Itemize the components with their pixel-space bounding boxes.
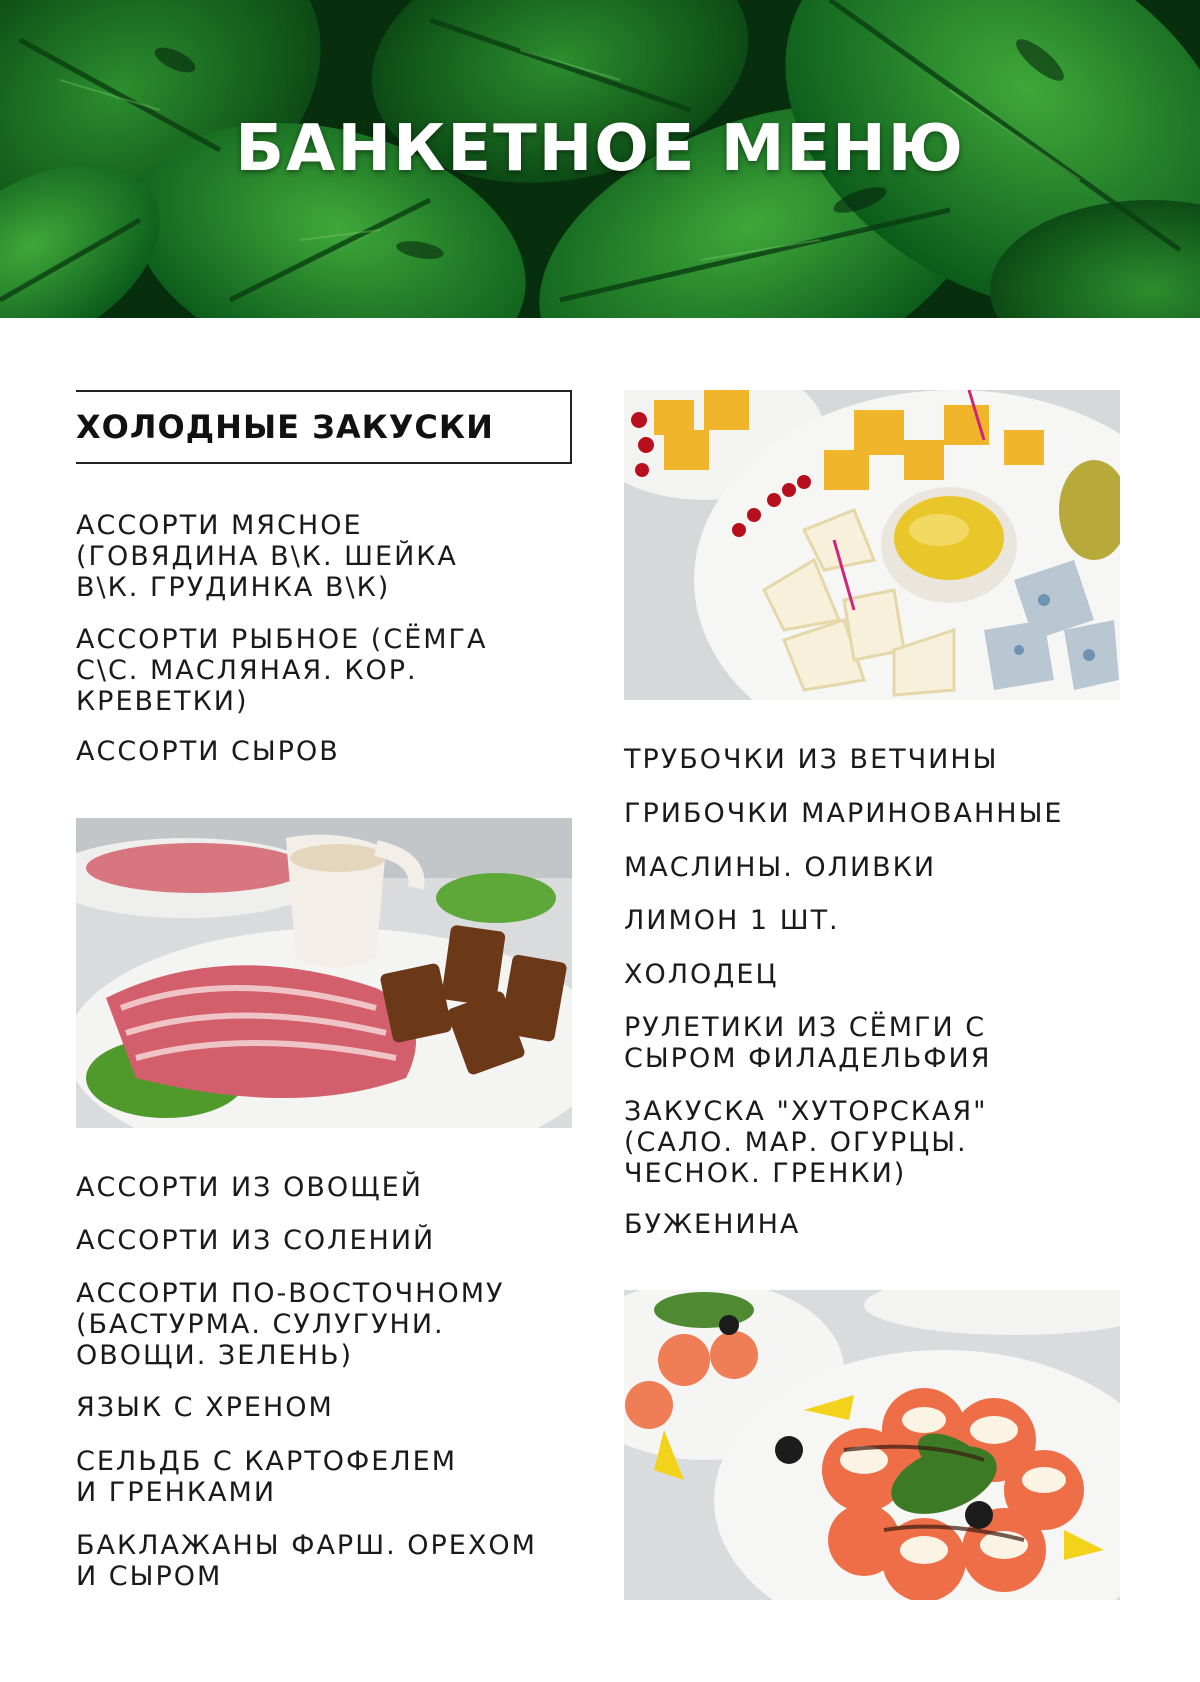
cheese-platter-photo — [624, 390, 1120, 700]
menu-item: БУЖЕНИНА — [624, 1209, 801, 1240]
menu-item: ЯЗЫК С ХРЕНОМ — [76, 1392, 334, 1423]
menu-item: АССОРТИ РЫБНОЕ (СЁМГА С\С. МАСЛЯНАЯ. КОР. КРЕВЕТКИ) — [76, 624, 488, 717]
meat-platter-photo — [76, 818, 572, 1128]
menu-item: АССОРТИ ПО-ВОСТОЧНОМУ (БАСТУРМА. СУЛУГУНИ. ОВОЩИ. ЗЕЛЕНЬ) — [76, 1278, 505, 1371]
section-title: ХОЛОДНЫЕ ЗАКУСКИ — [76, 408, 494, 446]
menu-item: ЗАКУСКА "ХУТОРСКАЯ" (САЛО. МАР. ОГУРЦЫ. ЧЕСНОК. ГРЕНКИ) — [624, 1096, 988, 1189]
menu-item: ЛИМОН 1 ШТ. — [624, 905, 840, 936]
menu-item: МАСЛИНЫ. ОЛИВКИ — [624, 852, 937, 883]
menu-item: РУЛЕТИКИ ИЗ СЁМГИ С СЫРОМ ФИЛАДЕЛЬФИЯ — [624, 1012, 992, 1074]
menu-item: ГРИБОЧКИ МАРИНОВАННЫЕ — [624, 798, 1064, 829]
salmon-rolls-photo — [624, 1290, 1120, 1600]
menu-item: АССОРТИ МЯСНОЕ (ГОВЯДИНА В\К. ШЕЙКА В\К. ГРУДИНКА В\К) — [76, 510, 458, 603]
menu-item: БАКЛАЖАНЫ ФАРШ. ОРЕХОМ И СЫРОМ — [76, 1530, 537, 1592]
menu-item: СЕЛЬДБ С КАРТОФЕЛЕМ И ГРЕНКАМИ — [76, 1446, 457, 1508]
menu-item: АССОРТИ ИЗ ОВОЩЕЙ — [76, 1172, 423, 1203]
menu-item: ТРУБОЧКИ ИЗ ВЕТЧИНЫ — [624, 744, 999, 775]
header-banner — [0, 0, 1200, 318]
menu-item: ХОЛОДЕЦ — [624, 959, 779, 990]
page-title: БАНКЕТНОЕ МЕНЮ — [235, 112, 965, 186]
menu-item: АССОРТИ ИЗ СОЛЕНИЙ — [76, 1225, 436, 1256]
menu-item: АССОРТИ СЫРОВ — [76, 736, 340, 767]
